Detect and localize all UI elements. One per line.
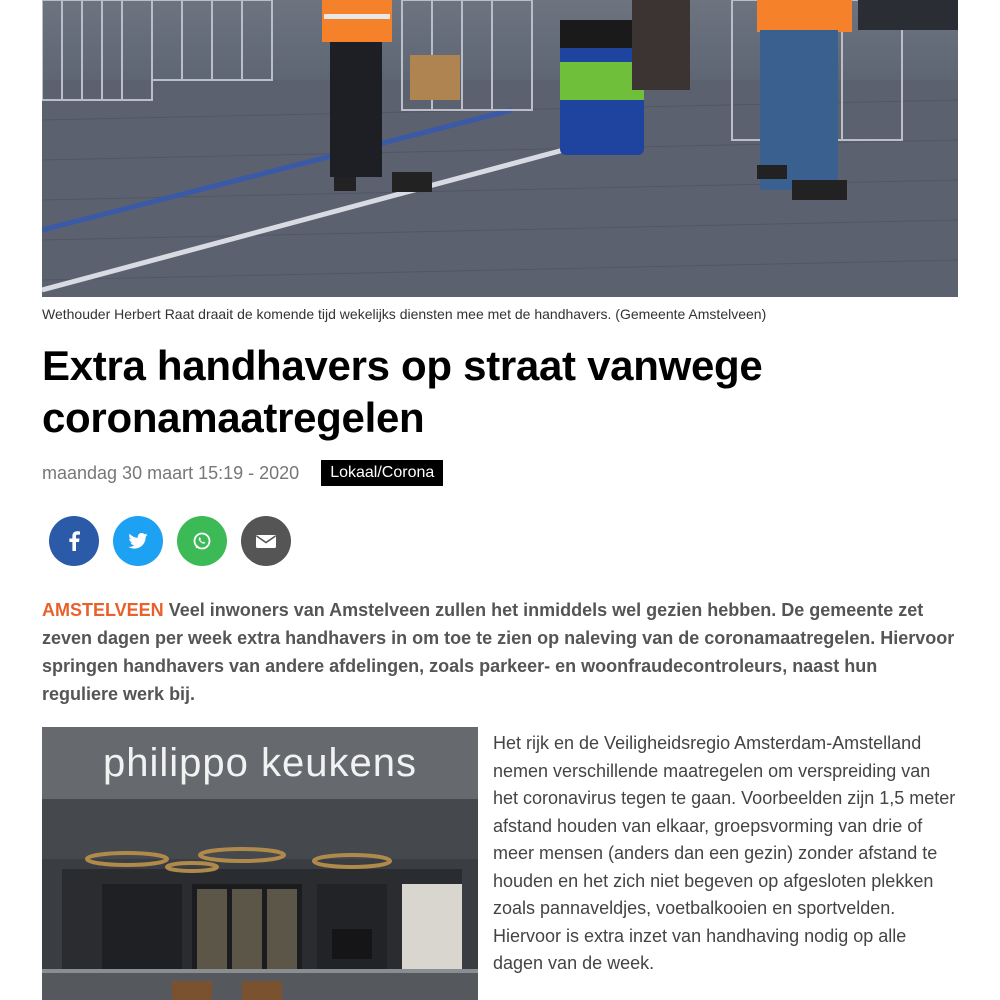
- lead-location: AMSTELVEEN: [42, 600, 164, 620]
- facebook-icon: [68, 531, 80, 551]
- share-twitter-button[interactable]: [113, 516, 163, 566]
- hero-photo: [42, 0, 958, 297]
- advertisement[interactable]: [42, 727, 478, 1000]
- photo-caption: Wethouder Herbert Raat draait de komende tijd wekelijks diensten mee met de handhavers. (Gemeente Amstelveen): [42, 306, 767, 322]
- ad-kitchen-image: [42, 799, 478, 1000]
- share-bar: [49, 516, 291, 566]
- share-whatsapp-button[interactable]: [177, 516, 227, 566]
- article-meta: [42, 459, 443, 487]
- article-date: maandag 30 maart 15:19 - 2020: [42, 462, 300, 483]
- twitter-icon: [128, 533, 148, 549]
- share-email-button[interactable]: [241, 516, 291, 566]
- email-icon: [256, 533, 276, 549]
- article-title: Extra handhavers op straat vanwege coronamaatregelen: [42, 342, 763, 441]
- article-body: Het rijk en de Veiligheidsregio Amsterdam-Amstelland nemen verschillende maatregelen om verspreiding van het coronavirus tegen te gaan. Voorbeelden zijn 1,5 meter afstand houden van elkaar, groepsvorming van drie of meer mensen (anders dan een gezin) zonder afstand te houden en het zich niet begeven op afgesloten plekken zoals pannaveldjes, voetbalkooien en sportvelden. Hiervoor is extra inzet van handhaving nodig op alle dagen van de week.: [493, 733, 956, 973]
- share-facebook-button[interactable]: [49, 516, 99, 566]
- ad-brand-logo: philippo keukens: [42, 727, 478, 799]
- whatsapp-icon: [192, 531, 212, 551]
- article-lead: [42, 596, 958, 708]
- category-tag[interactable]: Lokaal/Corona: [321, 460, 443, 486]
- lead-text: Veel inwoners van Amstelveen zullen het inmiddels wel gezien hebben. De gemeente zet zeven dagen per week extra handhavers in om toe te zien op naleving van de coronamaatregelen. Hiervoor springen handhavers van andere afdelingen, zoals parkeer- en woonfraudecontroleurs, naast hun reguliere werk bij.: [42, 600, 955, 704]
